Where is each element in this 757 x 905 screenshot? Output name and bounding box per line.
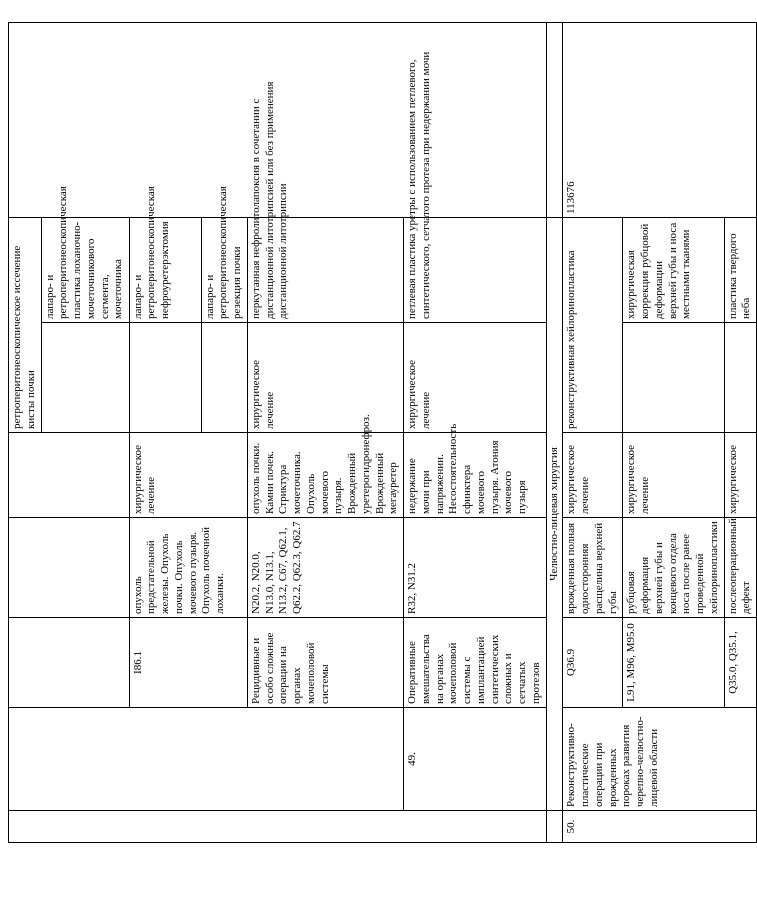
section-title: Челюстно-лицевая хирургия — [546, 217, 563, 810]
code-text: I86.1 — [129, 618, 247, 708]
model-text: врожденная полная односторонняя расщелина верхней губы — [563, 518, 623, 618]
method-text: ретроперитонеоскопическое иссечение кисты почки — [9, 217, 42, 432]
section-left-blank — [546, 811, 563, 843]
treatment-text: хирургическое лечение — [129, 433, 247, 518]
treatment-text: хирургическое — [724, 433, 757, 518]
model-text: опухоль предстательной железы. Опухоль почки. Опухоль мочевого пузыря. Опухоль почечной лоханки. — [129, 518, 247, 618]
price-text: 113676 — [563, 22, 757, 217]
method-indent — [41, 323, 129, 433]
method-text: реконструктивная хейлоринопластика — [563, 217, 623, 432]
name-text: Реконструктивно-пластические операции при врожденных пороках развития черепно-челюстно-лицевой области — [563, 708, 757, 811]
treatment-text: хирургическое лечение — [623, 433, 724, 518]
method-text: лапаро- и ретроперитонеоскопическая резекция почки — [201, 217, 247, 322]
method-text: петлевая пластика уретры с использованием петлевого, синтетического, сетчатого протеза при недержании мочи — [404, 22, 547, 322]
method-indent — [129, 323, 201, 433]
service-table — [8, 22, 757, 843]
code-text: Q35.0, Q35.1, — [724, 618, 757, 708]
sub-name-text: Рецидивные и особо сложные операции на органах мочеполовой системы — [247, 618, 403, 708]
model-text: недержание мочи при напряжении. Несостоятельность сфинктера мочевого пузыря. Атония мочевого пузыря — [404, 433, 547, 518]
model-text: опухоль почки. Камни почек. Стриктура мочеточника. Опухоль мочевого пузыря. Врожденный уретерогидронефроз. Врожденный мегауретер — [247, 433, 403, 518]
model-text: рубцовая деформация верхней губы и концевого отдела носа после ранее проведенной хейлоринопластики — [623, 518, 724, 618]
method-indent — [623, 323, 724, 433]
row48-model-cell — [9, 518, 130, 618]
method-indent — [724, 323, 757, 433]
treatment-text: хирургическое лечение — [404, 323, 547, 433]
row48-name-cell — [9, 708, 404, 811]
method-text: пластика твердого неба — [724, 217, 757, 322]
treatment-text: хирургическое лечение — [563, 433, 623, 518]
row-number: 49. — [404, 708, 547, 811]
treatment-text: хирургическое лечение — [247, 323, 403, 433]
row-number: 50. — [563, 811, 757, 843]
method-indent — [201, 323, 247, 433]
method-text: лапаро- и ретроперитонеоскопическая пластика лоханочно-мочеточникового сегмента, мочеточника — [41, 217, 129, 322]
code-text: L91, M96, M95.0 — [623, 618, 724, 708]
rotated-page — [8, 23, 753, 843]
method-text: перкутанная нефролитолапоксия в сочетании с дистанционной литотрипсией или без применения дистанционной литотрипсии — [247, 22, 403, 322]
method-text: лапаро- и ретроперитонеоскопическая нефроуретерэктомия — [129, 217, 201, 322]
section-right-blank — [546, 22, 563, 217]
code-text: Q36.9 — [563, 618, 623, 708]
row48-num-cell — [9, 811, 547, 843]
model-text: послеоперационный дефект — [724, 518, 757, 618]
row48-codes-cell — [9, 618, 130, 708]
name-text: Оперативные вмешательства на органах мочеполовой системы с имплантацией синтетических сложных и сетчатых протезов — [404, 618, 547, 708]
code-text: R32, N31.2 — [404, 518, 547, 618]
code-text: N20.2, N20.0, N13.0, N13.1, N13.2, C67, Q62.1, Q62.2, Q62.3, Q62.7 — [247, 518, 403, 618]
method-text: хирургическая коррекция рубцовой деформации верхней губы и носа местными тканями — [623, 217, 724, 322]
row48-treatment-cell — [9, 433, 130, 518]
